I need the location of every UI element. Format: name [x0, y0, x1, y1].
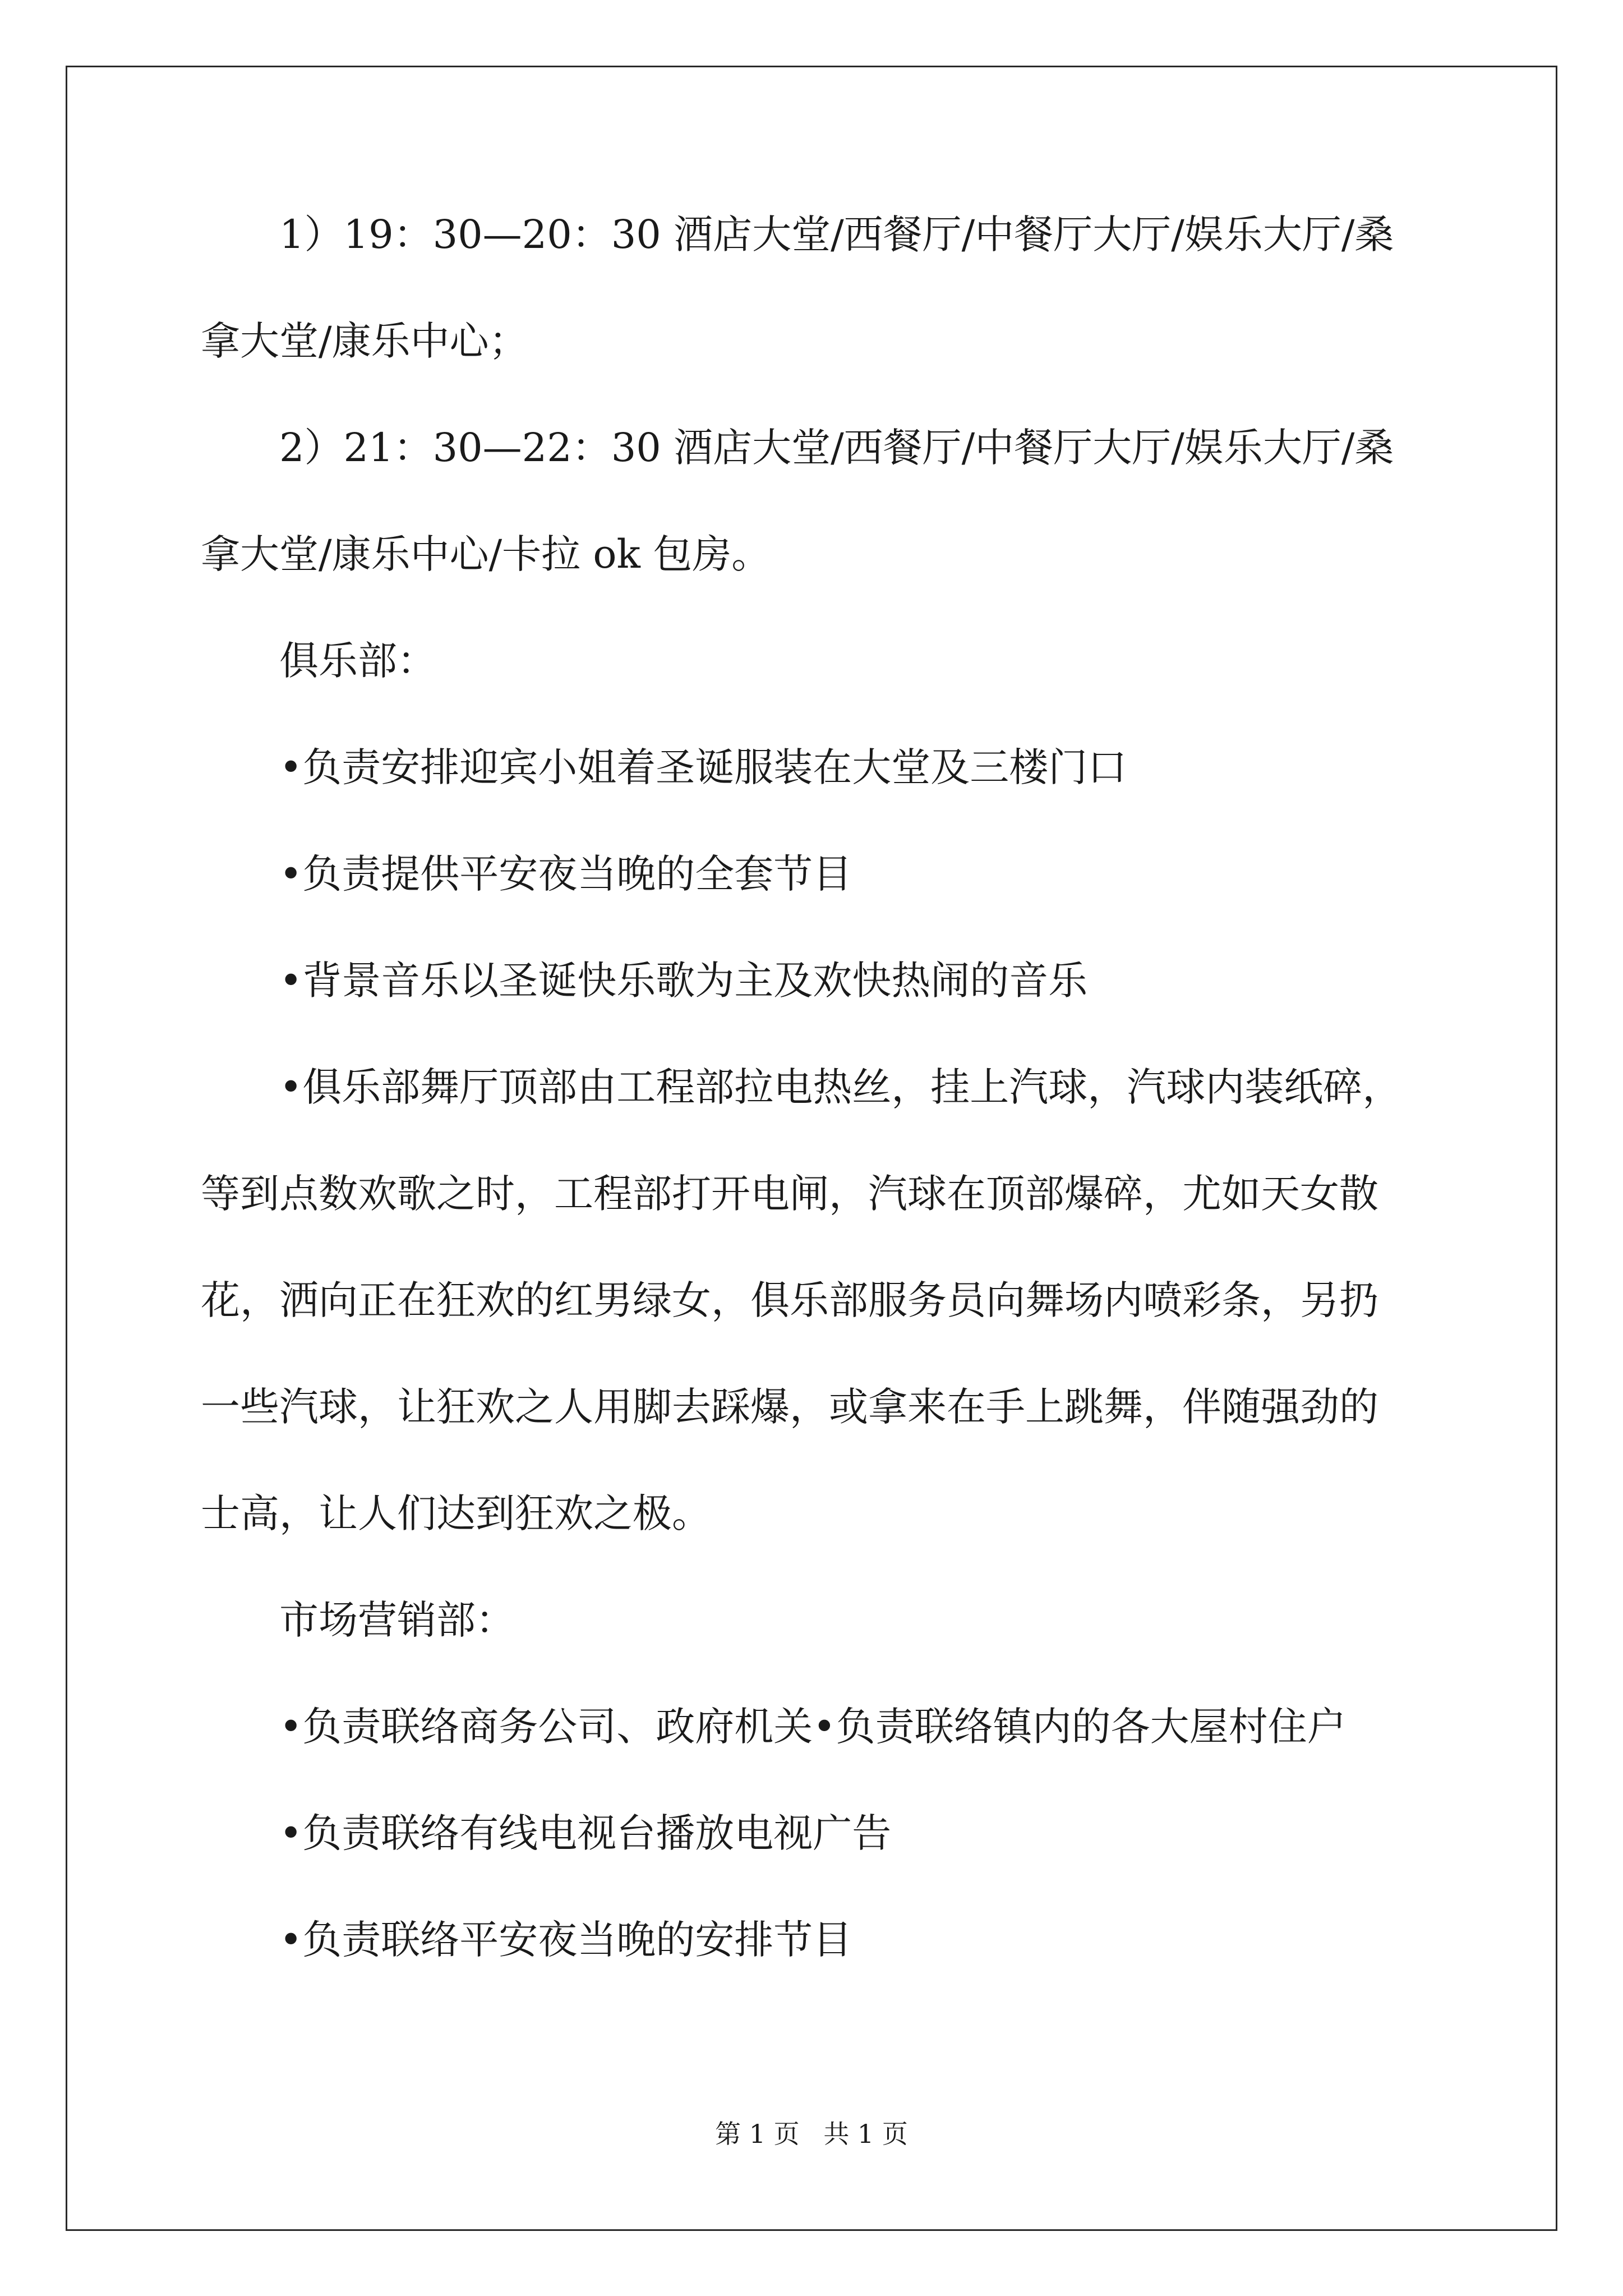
- club-bullet-1: •负责安排迎宾小姐着圣诞服装在大堂及三楼门口: [279, 744, 1127, 790]
- page-number: 第 1 页: [715, 2119, 800, 2149]
- club-bullet-4-cont-4: 士高，让人们达到狂欢之极。: [201, 1490, 711, 1536]
- club-bullet-4-cont-3: 一些汽球，让狂欢之人用脚去踩爆，或拿来在手上跳舞，伴随强劲的: [201, 1384, 1378, 1430]
- page-footer: [0, 2117, 1623, 2151]
- schedule-line-1-cont: 拿大堂/康乐中心；: [201, 318, 528, 364]
- page-total: 共 1 页: [823, 2119, 908, 2149]
- schedule-line-2-cont: 拿大堂/康乐中心/卡拉 ok 包房。: [201, 531, 771, 577]
- section-heading-club: 俱乐部：: [279, 638, 436, 684]
- club-bullet-3: •背景音乐以圣诞快乐歌为主及欢快热闹的音乐: [279, 958, 1088, 1004]
- club-bullet-2: •负责提供平安夜当晚的全套节目: [279, 851, 852, 897]
- schedule-line-1: 1）19：30—20：30 酒店大堂/西餐厅/中餐厅大厅/娱乐大厅/桑: [279, 211, 1394, 257]
- marketing-bullet-2: •负责联络有线电视台播放电视广告: [279, 1810, 892, 1856]
- club-bullet-4: •俱乐部舞厅顶部由工程部拉电热丝，挂上汽球，汽球内装纸碎，: [279, 1064, 1402, 1110]
- marketing-bullet-1: •负责联络商务公司、政府机关•负责联络镇内的各大屋村住户: [279, 1704, 1347, 1750]
- club-bullet-4-cont-1: 等到点数欢歌之时，工程部打开电闸，汽球在顶部爆碎，尤如天女散: [201, 1171, 1378, 1217]
- section-heading-marketing: 市场营销部：: [279, 1597, 515, 1643]
- marketing-bullet-3: •负责联络平安夜当晚的安排节目: [279, 1917, 852, 1963]
- document-body: [201, 208, 1435, 1967]
- schedule-line-2: 2）21：30—22：30 酒店大堂/西餐厅/中餐厅大厅/娱乐大厅/桑: [279, 425, 1394, 471]
- club-bullet-4-cont-2: 花，洒向正在狂欢的红男绿女，俱乐部服务员向舞场内喷彩条，另扔: [201, 1277, 1378, 1323]
